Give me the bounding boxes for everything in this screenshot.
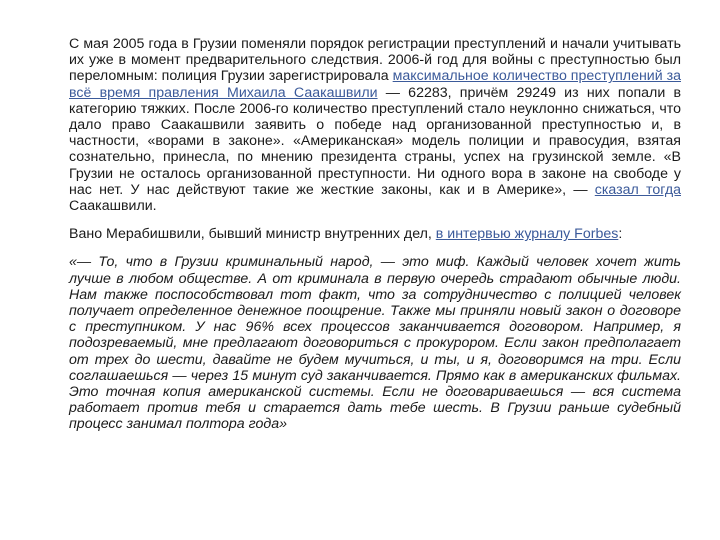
paragraph-text: Саакашвили.	[69, 198, 157, 215]
paragraph-text: Вано Мерабишвили, бывший министр внутренних дел,	[69, 226, 436, 243]
said-then-link[interactable]: сказал тогда	[594, 181, 681, 198]
forbes-interview-link[interactable]: в интервью журналу Forbes	[435, 226, 619, 243]
paragraph-text: :	[618, 226, 623, 243]
interview-quote: «— То, что в Грузии криминальный народ, — это миф. Каждый человек хочет жить лучше в любом обществе. А от криминала в первую очередь страдают обычные люди. Нам также поспособствовал тот факт, что за сотрудничество с полицией человек получает определенное денежное поощрение. Также мы приняли новый закон о договоре с преступником. У нас 96% всех процессов заканчивается договором. Например, я подозреваемый, мне предлагают договориться с прокурором. Если закон предполагает от трех до шести, давайте не будем мучиться, и ты, и я, договоримся на три. Если соглашаешься — через 15 минут суд заканчивается. Прямо как в американских фильмах. Это точная копия американской системы. Если не договариваешься — вся система работает против тебя и старается дать тебе шесть. В Грузии раньше судебный процесс занимал полтора года»	[69, 254, 681, 433]
paragraph-text: С мая 2005 года в Грузии поменяли порядок регистрации преступлений и начали учитывать их уже в момент предварительного следствия. 2006-й год для войны с преступностью был переломным: полиция Грузии зарегистрировала	[69, 36, 681, 85]
paragraph-text: — 62283, причём 29249 из них попали в категорию тяжких. После 2006-го количество преступлений стало неуклонно снижаться, что дало право Саакашвили заявить о победе над организованной преступностью и, в частности, «ворами в законе». «Американская» модель полиции и правосудия, взятая сознательно, принесла, по мнению президента страны, успех на грузинской земле. «В Грузии не осталось организованной преступности. Ни одного вора в законе на свободе у нас нет. У нас действуют такие же жесткие законы, как и в Америке», —	[69, 84, 681, 198]
max-crimes-link[interactable]: максимальное количество преступлений за всё время правления Михаила Саакашвили	[69, 68, 681, 101]
paragraph-merabishvili	[69, 226, 681, 242]
article-body	[69, 36, 681, 445]
paragraph-crime-statistics	[69, 36, 681, 214]
